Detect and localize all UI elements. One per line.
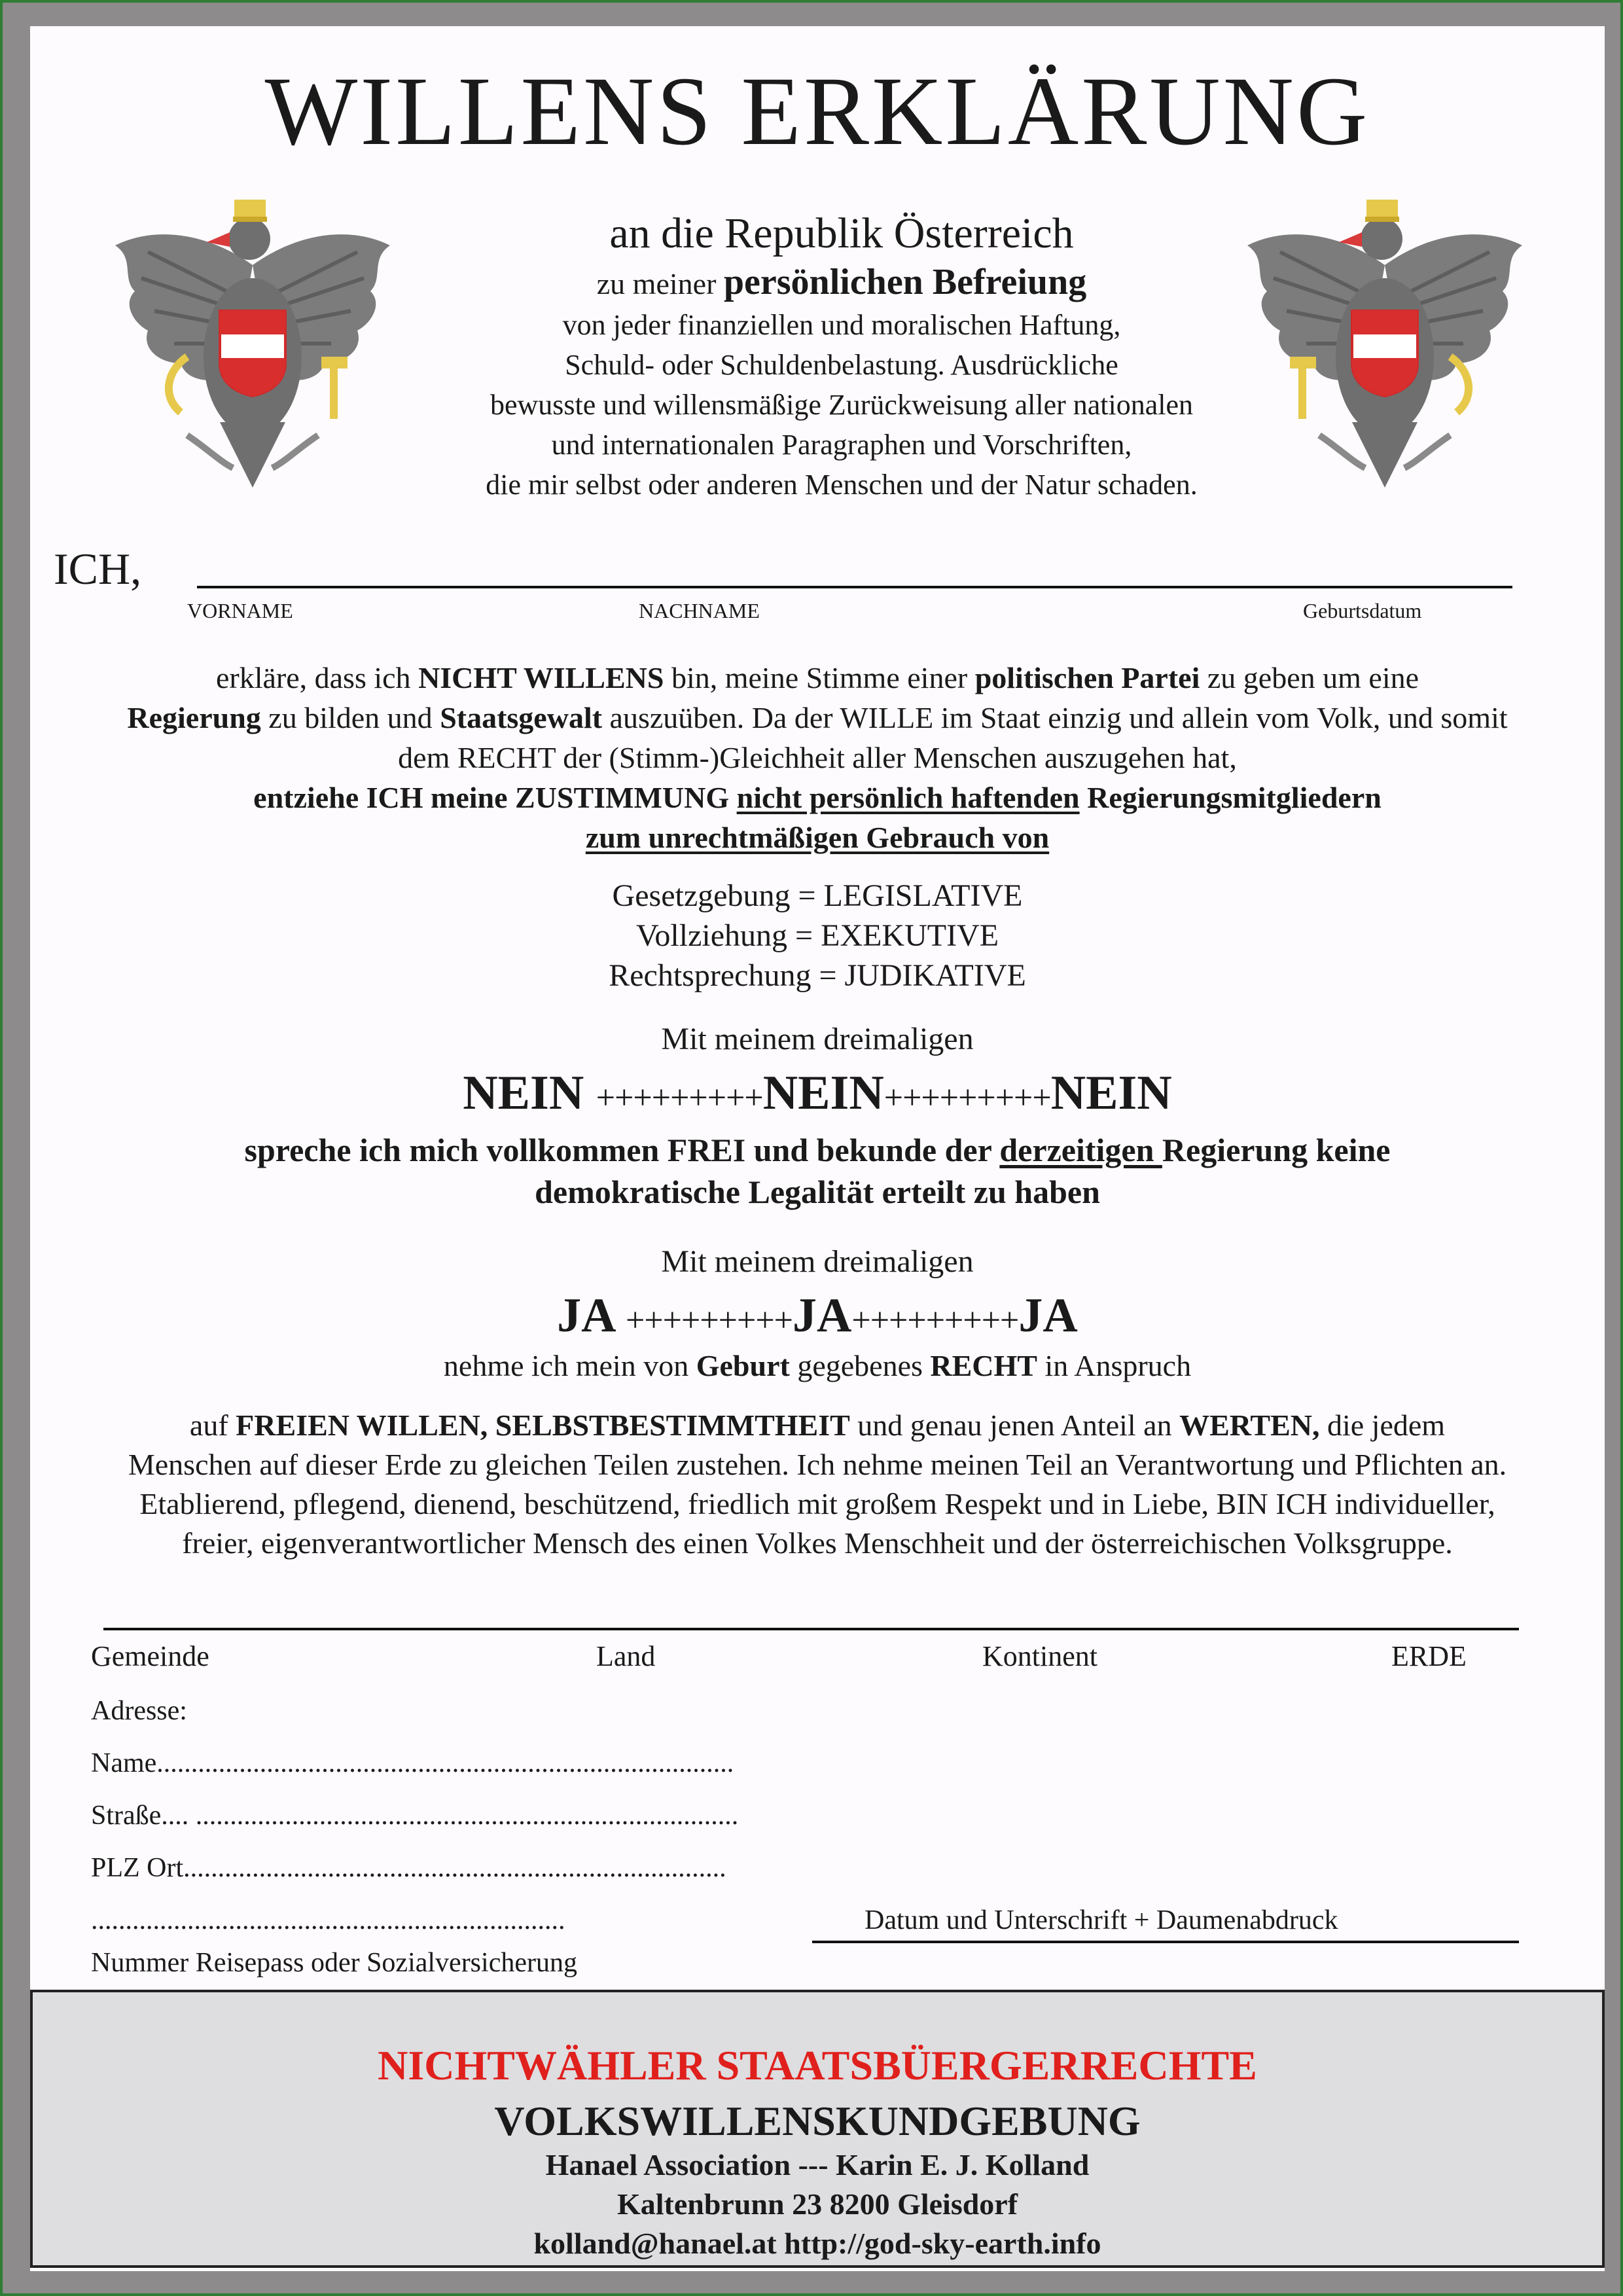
geburtsdatum-label: Geburtsdatum xyxy=(1303,599,1422,622)
name-entry-line[interactable] xyxy=(197,586,1512,588)
intro-body-line: Schuld- oder Schuldenbelastung. Ausdrückliche xyxy=(565,349,1118,381)
freier-wille-paragraph: auf FREIEN WILLEN, SELBSTBESTIMMTHEIT und genau jenen Anteil an WERTEN, die jedem Menschen auf dieser Erde zu gleichen Teilen zustehen. Ich nehme meinen Teil an Verantwortung und Pflichten an. Etablierend, pflegend, dienend, beschützend, friedlich mit großem Respekt und in Liebe, BIN ICH individueller, freier, eigenverantwortlicher Mensch des einen Volkes Menschheit und der österreichischen Volksgruppe. xyxy=(128,1408,1507,1560)
gemeinde-label: Gemeinde xyxy=(91,1640,209,1672)
intro-body-line: und internationalen Paragraphen und Vorschriften, xyxy=(551,429,1132,461)
document-paper xyxy=(30,26,1605,2271)
coat-of-arms-left xyxy=(109,187,397,494)
nachname-label: NACHNAME xyxy=(639,599,760,622)
intro-block xyxy=(370,206,1313,505)
passport-number-field[interactable]: ..................................................................... xyxy=(91,1905,565,1935)
signature-label: Datum und Unterschrift + Daumenabdruck xyxy=(865,1905,1338,1935)
intro-body-line: die mir selbst oder anderen Menschen und der Natur schaden. xyxy=(486,469,1198,501)
triple-ja: JA +++++++++JA+++++++++JA xyxy=(557,1289,1078,1342)
frei-statement: spreche ich mich vollkommen FREI und bekunde der derzeitigen Regierung keine demokratische Legalität erteilt zu haben xyxy=(244,1132,1391,1210)
document-title: WILLENS ERKLÄRUNG xyxy=(264,57,1370,166)
footer-contact: kolland@hanael.at http://god-sky-earth.info xyxy=(533,2227,1101,2260)
passport-label: Nummer Reisepass oder Sozialversicherung xyxy=(91,1948,577,1978)
name-field[interactable]: Name.................................................................................... xyxy=(91,1748,734,1778)
footer-red-title: NICHTWÄHLER STAATSBÜERGERRECHTE xyxy=(378,2042,1257,2089)
intro-befreiung: zu meiner persönlichen Befreiung xyxy=(596,262,1087,302)
power-judikative: Rechtsprechung = JUDIKATIVE xyxy=(609,958,1026,993)
state-powers-list xyxy=(30,876,1605,996)
land-label: Land xyxy=(596,1640,656,1672)
location-entry-line[interactable] xyxy=(103,1628,1519,1630)
signature-line[interactable] xyxy=(812,1941,1519,1943)
dreimal-label-nein: Mit meinem dreimaligen xyxy=(661,1022,974,1056)
power-legislative: Gesetzgebung = LEGISLATIVE xyxy=(612,878,1023,913)
footer-title: VOLKSWILLENSKUNDGEBUNG xyxy=(494,2098,1141,2144)
intro-body-line: von jeder finanziellen und moralischen Haftung, xyxy=(562,309,1121,341)
strasse-field[interactable]: Straße.... ............................................................................... xyxy=(91,1801,739,1831)
footer-address: Kaltenbrunn 23 8200 Gleisdorf xyxy=(616,2187,1018,2221)
erde-label: ERDE xyxy=(1391,1640,1467,1672)
dreimal-label-ja: Mit meinem dreimaligen xyxy=(661,1244,974,1279)
intro-body-line: bewusste und willensmäßige Zurückweisung aller nationalen xyxy=(490,389,1194,421)
adresse-label: Adresse: xyxy=(91,1696,187,1726)
vorname-label: VORNAME xyxy=(187,599,293,622)
footer-box xyxy=(30,1990,1605,2268)
power-exekutive: Vollziehung = EXEKUTIVE xyxy=(635,918,999,953)
footer-association: Hanael Association --- Karin E. J. Kolland xyxy=(545,2148,1090,2181)
declaration-paragraph: erkläre, dass ich NICHT WILLENS bin, meine Stimme einer politischen Partei zu geben um eine Regierung zu bilden und Staatsgewalt auszuüben. Da der WILLE im Staat einzig und allein vom Volk, und somit dem RECHT der (Stimm-)Gleichheit aller Menschen auszugehen hat, entziehe ICH meine ZUSTIMMUNG nicht persönlich haftenden Regierungsmitgliedern zum unrechtmäßigen Gebrauch von xyxy=(127,661,1508,854)
ich-label: ICH, xyxy=(54,544,142,594)
kontinent-label: Kontinent xyxy=(982,1640,1097,1672)
plz-ort-field[interactable]: PLZ Ort............................................................................... xyxy=(91,1853,726,1883)
intro-republic: an die Republik Österreich xyxy=(609,209,1074,257)
triple-nein: NEIN +++++++++NEIN+++++++++NEIN xyxy=(463,1066,1172,1120)
recht-statement: nehme ich mein von Geburt gegebenes RECHT in Anspruch xyxy=(443,1349,1192,1382)
